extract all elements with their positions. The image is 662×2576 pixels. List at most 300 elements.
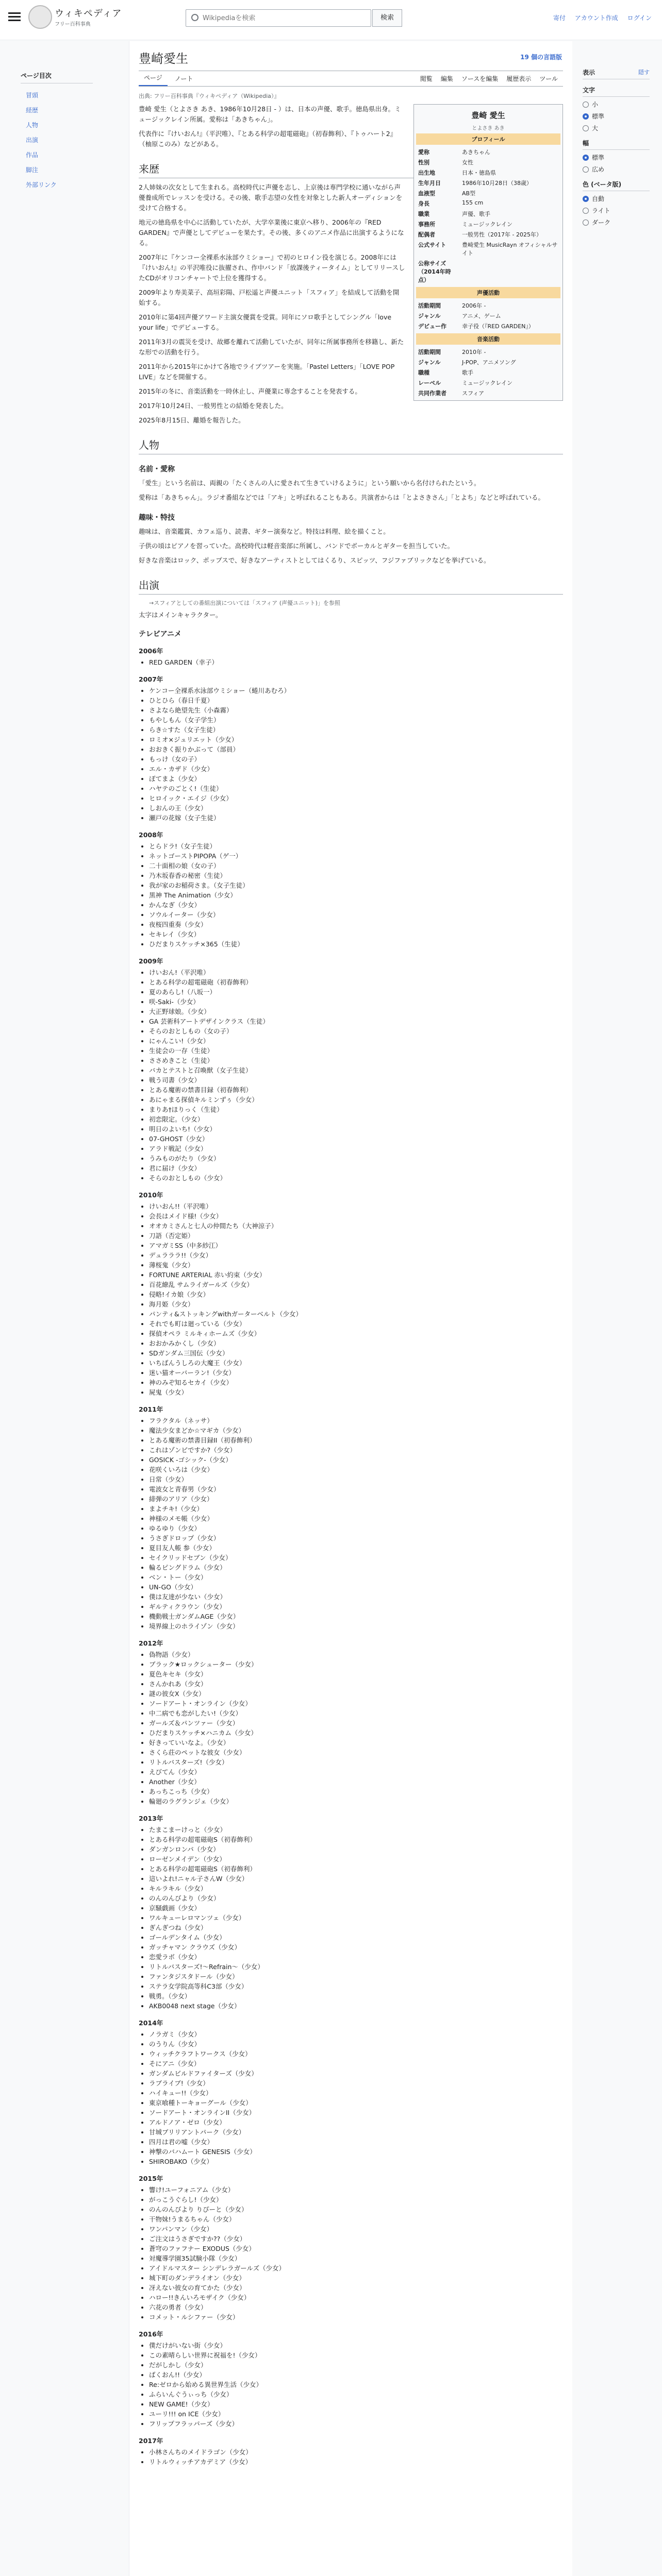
filmography-item: • ささめきこと（生徒） xyxy=(149,1056,563,1065)
filmography-item: • のんのんびより（少女） xyxy=(149,1893,563,1903)
filmography-item: • パンティ&ストッキングwithガーターベルト（少女） xyxy=(149,1309,563,1319)
appearance-panel xyxy=(583,62,650,230)
filmography-item: • GOSICK -ゴシック-（少女） xyxy=(149,1455,563,1465)
paragraph: 2011年から2015年にかけて各地でライブツアーを実施。「Pastel Letters」「LOVE POP LIVE」などを開催する。 xyxy=(139,363,395,381)
infobox-value: 日本・徳島県 xyxy=(462,170,496,176)
appearance-group-title: 幅 xyxy=(583,139,650,150)
toc-item[interactable]: 経歴 xyxy=(26,107,39,114)
infobox-label: 職種 xyxy=(418,369,429,376)
filmography-item: • 君に届け（少女） xyxy=(149,1163,563,1173)
filmography-item: • だがしかし（少女） xyxy=(149,2360,563,2370)
filmography-item: • ゴールデンタイム（少女） xyxy=(149,1933,563,1942)
filmography-item: • ユーリ!!! on ICE（少女） xyxy=(149,2409,563,2419)
toc-item[interactable]: 人物 xyxy=(26,122,39,129)
section-heading-career: 来歴 xyxy=(139,161,563,178)
filmography-item: • アルドノア・ゼロ（少女） xyxy=(149,2117,563,2127)
filmography-item: • ご注文はうさぎですか??（少女） xyxy=(149,2234,563,2244)
infobox-value: ミュージックレイン xyxy=(462,380,513,386)
filmography-item: • 恋愛ラボ（少女） xyxy=(149,1952,563,1962)
appearance-option[interactable] xyxy=(583,124,650,132)
infobox-label: 活動期間 xyxy=(418,302,441,309)
infobox-label: 生年月日 xyxy=(418,180,441,187)
filmography-item: • ウィッチクラフトワークス（少女） xyxy=(149,2049,563,2059)
filmography-item: • ラブライブ!（少女） xyxy=(149,2078,563,2088)
infobox-label: 配偶者 xyxy=(418,231,435,238)
infobox-row xyxy=(416,209,560,219)
infobox-value: アニメ、ゲーム xyxy=(462,313,501,319)
filmography-item: • さくら荘のペットな彼女（少女） xyxy=(149,1748,563,1757)
filmography-item: • NEW GAME!（少女） xyxy=(149,2399,563,2409)
paragraph: 好きな音楽はロック、ポップスで、好きなアーティストとしてはくるり、スピッツ、フジファブリックなどを挙げている。 xyxy=(139,556,490,564)
infobox-value xyxy=(460,258,560,285)
year-heading: 2006年 xyxy=(139,647,163,655)
paragraph: 2010年に第4回声優アワード主演女優賞を受賞。同年にソロ歌手としてシングル「love your life」でデビューする。 xyxy=(139,313,392,331)
filmography-item: • ベン・トー（少女） xyxy=(149,1572,563,1582)
hide-button[interactable]: 隠す xyxy=(638,69,650,76)
filmography-item: • とらドラ!（女子生徒） xyxy=(149,841,563,851)
year-heading: 2011年 xyxy=(139,1405,163,1413)
infobox-row xyxy=(416,229,560,240)
infobox-value: 155 cm xyxy=(462,199,484,206)
infobox-row xyxy=(416,147,560,157)
filmography-item: • がっこうぐらし!（少女） xyxy=(149,2195,563,2205)
filmography-item: • ギルティクラウン（少女） xyxy=(149,1602,563,1612)
paragraph: 子供の頃はピアノを習っていた。高校時代は軽音楽部に所属し、バンドでボーカルとギターを担当していた。 xyxy=(139,542,454,550)
filmography-item: • 緋弾のアリア（少女） xyxy=(149,1494,563,1504)
filmography-item: • 神撃のバハムート GENESIS（少女） xyxy=(149,2147,563,2157)
filmography-item: • 夏目友人帳 参（少女） xyxy=(149,1543,563,1553)
appearance-option[interactable] xyxy=(583,100,650,109)
infobox-label: 愛称 xyxy=(418,149,429,156)
site-header xyxy=(0,0,662,40)
filmography-item: • ステラ女学院高等科C3部（少女） xyxy=(149,1981,563,1991)
filmography-item: • 偽物語（少女） xyxy=(149,1650,563,1659)
filmography-item: • けいおん!（平沢唯） xyxy=(149,968,563,977)
filmography-item: • 夏色キセキ（少女） xyxy=(149,1669,563,1679)
filmography-list xyxy=(149,1825,563,2011)
filmography-list xyxy=(149,1650,563,1806)
filmography-item: • とある魔術の禁書目録（初春飾利） xyxy=(149,1085,563,1095)
filmography-item: • まよチキ!（少女） xyxy=(149,1504,563,1514)
infobox-row xyxy=(416,388,560,398)
infobox-value: 1986年10月28日（38歳） xyxy=(462,180,532,187)
filmography-item: • デュラララ!!（少女） xyxy=(149,1250,563,1260)
filmography-item: • 僕だけがいない街（少女） xyxy=(149,2341,563,2350)
filmography-item: • 夜桜四重奏（少女） xyxy=(149,920,563,929)
filmography-item: • 這いよれ!ニャル子さんW（少女） xyxy=(149,1874,563,1884)
filmography-item: • 海月姫（少女） xyxy=(149,1299,563,1309)
tab-tools[interactable]: ツール xyxy=(539,75,558,82)
filmography-item: • 響け!ユーフォニアム（少女） xyxy=(149,2185,563,2195)
infobox-value: J-POP、アニメソング xyxy=(462,359,516,366)
filmography-item: • GA 芸術科アートデザインクラス（生徒） xyxy=(149,1016,563,1026)
filmography-item: • 甘城ブリリアントパーク（少女） xyxy=(149,2127,563,2137)
filmography-item: • ハイキュー!!（少女） xyxy=(149,2088,563,2098)
infobox-value: 2010年 - xyxy=(462,349,486,355)
filmography-item: • そにアニ（少女） xyxy=(149,2059,563,2069)
filmography-item: • えびてん（少女） xyxy=(149,1767,563,1777)
filmography-item: • アイドルマスター シンデレラガールズ（少女） xyxy=(149,2263,563,2273)
radio-icon[interactable] xyxy=(583,155,589,161)
radio-icon[interactable] xyxy=(583,208,589,214)
page-title: 豊崎愛生 xyxy=(139,48,563,71)
infobox-label: 共同作業者 xyxy=(418,390,446,397)
filmography-item: • 小林さんちのメイドラゴン（少女） xyxy=(149,2447,563,2457)
main-menu-button[interactable] xyxy=(8,10,21,23)
filmography-item: • 干物妹!うまるちゃん（少女） xyxy=(149,2214,563,2224)
tab-edit[interactable]: 編集 xyxy=(440,75,453,82)
filmography-item: • セキレイ（少女） xyxy=(149,929,563,939)
filmography-item: • のうりん（少女） xyxy=(149,2039,563,2049)
create-account-link[interactable]: アカウント作成 xyxy=(574,14,618,22)
filmography-item: • 07-GHOST（少女） xyxy=(149,1134,563,1144)
filmography-item: • 黒神 The Animation（少女） xyxy=(149,890,563,900)
paragraph: 豊崎 愛生（とよさき あき、1986年10月28日 - ）は、日本の声優、歌手。徳島県出身。ミュージックレイン所属。愛称は「あきちゃん」。 xyxy=(139,105,401,123)
infobox-row xyxy=(416,258,560,285)
filmography-item: • 百花繚乱 サムライガールズ（少女） xyxy=(149,1280,563,1290)
appearance-option[interactable] xyxy=(583,165,650,174)
logo-title: ウィキペディア xyxy=(55,8,122,19)
filmography-item: • 屍鬼（少女） xyxy=(149,1387,563,1397)
infobox-row xyxy=(416,219,560,229)
filmography-item: • 神様のメモ帳（少女） xyxy=(149,1514,563,1523)
tab-edit-source[interactable]: ソースを編集 xyxy=(461,75,499,82)
appearance-option-label: ダーク xyxy=(592,219,611,226)
appearance-option-label: 小 xyxy=(592,101,599,108)
infobox-value: 2006年 - xyxy=(462,302,486,309)
radio-icon[interactable] xyxy=(583,219,589,226)
filmography-item: • オオカミさんと七人の仲間たち（大神涼子） xyxy=(149,1221,563,1231)
page-tabs xyxy=(139,71,563,87)
filmography-item: • ネットゴーストPIPOPA（ゲ一） xyxy=(149,851,563,861)
paragraph: 2007年に『ケンコー全裸系水泳部ウミショー』で初のヒロイン役を演じる。2008年には『けいおん!』の平沢唯役に抜擢され、作中バンド「放課後ティータイム」としてリリースしたCDがオリコンチャートで上位を獲得する。 xyxy=(139,253,405,282)
infobox-value: あきちゃん xyxy=(462,149,490,156)
section-heading-appearances: 出演 xyxy=(139,577,563,595)
filmography-item: • うみものがたり（少女） xyxy=(149,1154,563,1163)
infobox-label: 性別 xyxy=(418,159,429,166)
filmography-item: • ひとひら（春日千夏） xyxy=(149,696,563,705)
tab-read[interactable]: 閲覧 xyxy=(420,75,433,82)
paragraph: 地元の徳島県を中心に活動していたが、大学卒業後に東京へ移り、2006年の『RED GARDEN』で声優としてデビューを果たす。その後、多くのアニメ作品に出演するようになる。 xyxy=(139,218,404,247)
infobox-label: レーベル xyxy=(418,380,441,386)
filmography-item: • 二十面相の娘（女の子） xyxy=(149,861,563,871)
filmography-item: • とある魔術の禁書目録II（初春飾利） xyxy=(149,1435,563,1445)
filmography-item: • 僕は友達が少ない（少女） xyxy=(149,1592,563,1602)
filmography-item: • 境界線上のホライゾン（少女） xyxy=(149,1621,563,1631)
infobox-value: AB型 xyxy=(462,190,476,197)
filmography-item: • 対魔導学園35試験小隊（少女） xyxy=(149,2253,563,2263)
radio-icon[interactable] xyxy=(583,196,589,202)
infobox-row xyxy=(416,378,560,388)
paragraph: 2011年3月の震災を受け、故郷を離れて活動していたが、同年に所属事務所を移籍し、新たな形での活動を行う。 xyxy=(139,338,404,356)
infobox-label: 身長 xyxy=(418,200,429,207)
infobox-row xyxy=(416,367,560,378)
filmography-item: • 花咲くいろは（少女） xyxy=(149,1465,563,1475)
paragraph: 代表作に『けいおん!』（平沢唯）、『とある科学の超電磁砲』（初春飾利）、『トゥハート2』（柚原このみ）などがある。 xyxy=(139,130,397,148)
appearance-option-label: 広め xyxy=(592,166,605,173)
filmography-item: • とある科学の超電磁砲S（初春飾利） xyxy=(149,1835,563,1844)
filmography-item: • SDガンダム三国伝（少女） xyxy=(149,1348,563,1358)
filmography-item: • そらのおとしもの（少女） xyxy=(149,1173,563,1183)
infobox-value: 歌手 xyxy=(462,369,473,376)
filmography-list xyxy=(149,841,563,949)
infobox-label: 出生地 xyxy=(418,170,435,176)
filmography-list xyxy=(149,657,563,667)
filmography-item: • ソードアート・オンラインII（少女） xyxy=(149,2108,563,2117)
filmography-item: • Another（少女） xyxy=(149,1777,563,1787)
filmography-item: • ふらいんぐうぃっち（少女） xyxy=(149,2389,563,2399)
filmography-item: • Re:ゼロから始める異世界生活（少女） xyxy=(149,2380,563,2389)
filmography-item: • 輪るピングドラム（少女） xyxy=(149,1563,563,1572)
infobox-row xyxy=(416,240,560,258)
radio-icon[interactable] xyxy=(583,166,589,173)
search-box xyxy=(186,9,371,27)
filmography-item: • ソウルイーター（少女） xyxy=(149,910,563,920)
login-link[interactable]: ログイン xyxy=(627,14,652,22)
filmography-item: • 明日のよいち!（少女） xyxy=(149,1124,563,1134)
radio-icon[interactable] xyxy=(583,113,589,120)
filmography-item: • 薄桜鬼（少女） xyxy=(149,1260,563,1270)
infobox-row xyxy=(416,311,560,321)
filmography-item: • フリップフラッパーズ（少女） xyxy=(149,2419,563,2429)
filmography-item: • この素晴らしい世界に祝福を!（少女） xyxy=(149,2350,563,2360)
infobox-value: 声優、歌手 xyxy=(462,211,490,217)
filmography-item: • SHIROBAKO（少女） xyxy=(149,2157,563,2166)
table-of-contents xyxy=(21,62,93,192)
year-heading: 2010年 xyxy=(139,1191,163,1199)
filmography-item: • 刀語（否定姫） xyxy=(149,1231,563,1241)
appearance-option[interactable] xyxy=(583,194,650,203)
filmography-item: • 迷い猫オーバーラン!（少女） xyxy=(149,1368,563,1378)
filmography-item: • のんのんびより りぴーと（少女） xyxy=(149,2205,563,2214)
toc-item[interactable]: 出演 xyxy=(26,137,39,144)
infobox-label: 事務所 xyxy=(418,221,435,228)
filmography-item: • 電波女と青春男（少女） xyxy=(149,1484,563,1494)
filmography-item: • ガッチャマン クラウズ（少女） xyxy=(149,1942,563,1952)
infobox xyxy=(413,104,563,401)
infobox-value: スフィア xyxy=(462,390,485,397)
filmography-item: • 瀬戸の花嫁（女子生徒） xyxy=(149,813,563,823)
filmography-item: • 中二病でも恋がしたい!（少女） xyxy=(149,1708,563,1718)
paragraph: 趣味は、音楽鑑賞、カフェ巡り、読書、ギター演奏など。特技は料理、絵を描くこと。 xyxy=(139,528,390,535)
filmography-item: • ハロー!!きんいろモザイク（少女） xyxy=(149,2293,563,2302)
infobox-value: 豊崎愛生 MusicRayn オフィシャルサイト xyxy=(462,242,558,257)
filmography-item: • RED GARDEN（幸子） xyxy=(149,657,563,667)
filmography-item: • かんなぎ（少女） xyxy=(149,900,563,910)
logo-subtitle: フリー百科事典 xyxy=(55,22,91,27)
filmography-item: • けいおん!!（平沢唯） xyxy=(149,1201,563,1211)
appearance-option-label: 大 xyxy=(592,125,599,132)
filmography-item: • キルラキル（少女） xyxy=(149,1884,563,1893)
filmography-item: • 好きっていいなよ。（少女） xyxy=(149,1738,563,1748)
filmography-item: • 魔法少女まどか☆マギカ（少女） xyxy=(149,1426,563,1435)
infobox-label: デビュー作 xyxy=(418,323,446,330)
appearance-option[interactable] xyxy=(583,153,650,162)
appearance-title xyxy=(583,68,650,79)
wikipedia-logo-icon[interactable] xyxy=(28,5,52,29)
filmography-item: • ローゼンメイデン（少女） xyxy=(149,1854,563,1864)
filmography-item: • FORTUNE ARTERIAL 赤い約束（少女） xyxy=(149,1270,563,1280)
tab-page[interactable]: ページ xyxy=(139,70,168,86)
subsection-hobby: 趣味・特技 xyxy=(139,514,175,522)
filmography-item: • リトルウィッチアカデミア（少女） xyxy=(149,2457,563,2467)
year-heading: 2009年 xyxy=(139,957,163,965)
filmography-item: • 六花の勇者（少女） xyxy=(149,2302,563,2312)
infobox-value: 一般男性（2017年 - 2025年） xyxy=(462,231,542,238)
filmography-item: • にゃんこい!（少女） xyxy=(149,1036,563,1046)
filmography-item: • バカとテストと召喚獣（女子生徒） xyxy=(149,1065,563,1075)
filmography-item: • ワルキューレロマンツェ（少女） xyxy=(149,1913,563,1923)
main-content xyxy=(129,41,572,2576)
filmography-item: • ハヤテのごとく!（生徒） xyxy=(149,784,563,793)
filmography-item: • らき☆すた（女子生徒） xyxy=(149,725,563,735)
appearance-option-label: 標準 xyxy=(592,113,605,120)
filmography-item: • 戦う司書（少女） xyxy=(149,1075,563,1085)
filmography-item: • ゆるゆり（少女） xyxy=(149,1523,563,1533)
filmography-list xyxy=(149,2341,563,2429)
appearance-option[interactable] xyxy=(583,218,650,227)
filmography-item: • 会長はメイド様!（少女） xyxy=(149,1211,563,1221)
filmography-item: • さんかれあ（少女） xyxy=(149,1679,563,1689)
tab-history[interactable]: 履歴表示 xyxy=(506,75,532,82)
filmography-item: • ファンタジスタドール（少女） xyxy=(149,1972,563,1981)
filmography-item: • ひだまりスケッチ×ハニカム（少女） xyxy=(149,1728,563,1738)
filmography-item: • 探偵オペラ ミルキィホームズ（少女） xyxy=(149,1329,563,1338)
paragraph: 2015年の冬に、音楽活動を一時休止し、声優業に専念することを発表する。 xyxy=(139,387,361,395)
donate-link[interactable]: 寄付 xyxy=(553,14,566,22)
language-button[interactable]: 19 個の言語版 xyxy=(520,54,562,61)
filmography-item: • 侵略!イカ娘（少女） xyxy=(149,1290,563,1299)
filmography-item: • ブラック★ロックシューター（少女） xyxy=(149,1659,563,1669)
filmography-item: • たまこまーけっと（少女） xyxy=(149,1825,563,1835)
filmography-item: • 生徒会の一存（生徒） xyxy=(149,1046,563,1056)
year-heading: 2013年 xyxy=(139,1815,163,1822)
filmography-item: • ノラガミ（少女） xyxy=(149,2029,563,2039)
filmography-item: • 四月は君の嘘（少女） xyxy=(149,2137,563,2147)
infobox-section-profile: プロフィール xyxy=(416,133,560,145)
infobox-kana: とよさき あき xyxy=(472,126,505,131)
filmography-item: • ダンガンロンパ（少女） xyxy=(149,1844,563,1854)
filmography-item: • とある科学の超電磁砲S（初春飾利） xyxy=(149,1864,563,1874)
infobox-row xyxy=(416,188,560,198)
paragraph: 2009年より寿美菜子、高垣彩陽、戸松遥と声優ユニット「スフィア」を結成して活動を開始する。 xyxy=(139,289,400,307)
filmography-item: • 謎の彼女X（少女） xyxy=(149,1689,563,1699)
filmography-item: • セイクリッドセブン（少女） xyxy=(149,1553,563,1563)
section-heading-person: 人物 xyxy=(139,437,563,454)
filmography-item: • アラド戦記（少女） xyxy=(149,1144,563,1154)
year-heading: 2007年 xyxy=(139,675,163,683)
filmography-item: • 冴えない彼女の育てかた（少女） xyxy=(149,2283,563,2293)
toc-item[interactable]: 脚注 xyxy=(26,166,39,174)
filmography-item: • ぽてまよ（少女） xyxy=(149,774,563,784)
filmography-item: • フラクタル（ネッサ） xyxy=(149,1416,563,1426)
search-icon xyxy=(191,14,198,21)
filmography-list xyxy=(149,1201,563,1397)
source-line: 出典: フリー百科事典『ウィキペディア（Wikipedia）』 xyxy=(139,93,280,99)
search-button[interactable]: 検索 xyxy=(372,9,402,27)
filmography-item: • そらのおとしもの（女の子） xyxy=(149,1026,563,1036)
filmography-item: • アマガミSS（中多紗江） xyxy=(149,1241,563,1250)
filmography-item: • これはゾンビですか?（少女） xyxy=(149,1445,563,1455)
filmography-item: • もやしもん（女子学生） xyxy=(149,715,563,725)
filmography-item: • AKB0048 next stage（少女） xyxy=(149,2001,563,2011)
infobox-row xyxy=(416,347,560,357)
filmography-item: • ばくおん!!（少女） xyxy=(149,2370,563,2380)
infobox-label: ジャンル xyxy=(418,313,441,319)
filmography-item: • いちばんうしろの大魔王（少女） xyxy=(149,1358,563,1368)
year-heading: 2014年 xyxy=(139,2019,163,2027)
filmography-item: • ガンダムビルドファイターズ（少女） xyxy=(149,2069,563,2078)
infobox-label: 血液型 xyxy=(418,190,435,197)
filmography-list xyxy=(149,686,563,823)
filmography-item: • リトルバスターズ!～Refrain～（少女） xyxy=(149,1962,563,1972)
paragraph: 愛称は「あきちゃん」。ラジオ番組などでは「アキ」と呼ばれることもある。共演者からは「とよさきさん」「とよち」などと呼ばれている。 xyxy=(139,494,545,501)
appearance-title-text: 表示 xyxy=(583,69,595,76)
filmography-item: • 初恋限定。（少女） xyxy=(149,1114,563,1124)
appearance-option-label: 自動 xyxy=(592,195,605,202)
radio-icon[interactable] xyxy=(583,101,589,108)
filmography-item: • 神のみぞ知るセカイ（少女） xyxy=(149,1378,563,1387)
tab-talk[interactable]: ノート xyxy=(174,75,193,82)
filmography-item: • ガールズ＆パンツァー（少女） xyxy=(149,1718,563,1728)
search-input[interactable] xyxy=(203,13,337,23)
filmography-item: • ロミオ×ジュリエット（少女） xyxy=(149,735,563,744)
toc-item[interactable]: 外部リンク xyxy=(26,181,57,189)
filmography-item: • 輪廻のラグランジェ（少女） xyxy=(149,1797,563,1806)
filmography-item: • 京騒戯画（少女） xyxy=(149,1903,563,1913)
appearance-option[interactable] xyxy=(583,206,650,215)
year-heading: 2012年 xyxy=(139,1639,163,1647)
site-logo-text[interactable] xyxy=(55,6,122,27)
filmography-item: • ワンパンマン（少女） xyxy=(149,2224,563,2234)
filmography-item: • おおきく振りかぶって（部員） xyxy=(149,744,563,754)
filmography-item: • もっけ（女の子） xyxy=(149,754,563,764)
filmography-item: • とある科学の超電磁砲（初春飾利） xyxy=(149,977,563,987)
filmography-item: • 夏のあらし!（八坂一） xyxy=(149,987,563,997)
filmography-item: • ケンコー全裸系水泳部ウミショー（蜷川あむろ） xyxy=(149,686,563,696)
filmography-item: • 城下町のダンデライオン（少女） xyxy=(149,2273,563,2283)
paragraph: 「愛生」という名前は、両親の「たくさんの人に愛されて生きていけるように」という願いから名付けられたという。 xyxy=(139,479,481,487)
filmography-list xyxy=(149,968,563,1183)
filmography-item: • しおんの王（少女） xyxy=(149,803,563,813)
infobox-label: 活動期間 xyxy=(418,349,441,355)
infobox-value: 幸子役（『RED GARDEN』） xyxy=(462,323,534,330)
toc-item[interactable]: 作品 xyxy=(26,151,39,159)
filmography-item: • ぎんぎつね（少女） xyxy=(149,1923,563,1933)
infobox-row xyxy=(416,357,560,367)
filmography-item: • リトルバスターズ!（少女） xyxy=(149,1757,563,1767)
subsection-name: 名前・愛称 xyxy=(139,465,175,473)
toc-item[interactable]: 冒頭 xyxy=(26,92,39,99)
infobox-row xyxy=(416,321,560,331)
radio-icon[interactable] xyxy=(583,125,589,131)
toc-title: ページ目次 xyxy=(21,71,93,83)
infobox-name: 豊崎 愛生 xyxy=(471,111,505,120)
year-heading: 2017年 xyxy=(139,2437,163,2445)
appearance-group-title: 色 (ベータ版) xyxy=(583,180,650,191)
hatnote: →スフィアとしての番組出演については「スフィア (声優ユニット)」を参照 xyxy=(149,600,340,606)
appearance-option-label: ライト xyxy=(592,207,610,214)
filmography-item: • ひだまりスケッチ×365（生徒） xyxy=(149,939,563,949)
appearance-option[interactable] xyxy=(583,112,650,121)
infobox-row xyxy=(416,157,560,167)
filmography-item: • UN-GO（少女） xyxy=(149,1582,563,1592)
filmography-item: • コメット・ルシファー（少女） xyxy=(149,2312,563,2322)
filmography-item: • さよなら絶望先生（小森霧） xyxy=(149,705,563,715)
infobox-section-music: 音楽活動 xyxy=(416,333,560,345)
filmography-item: • 我が家のお稲荷さま。（女子生徒） xyxy=(149,880,563,890)
infobox-row xyxy=(416,300,560,311)
